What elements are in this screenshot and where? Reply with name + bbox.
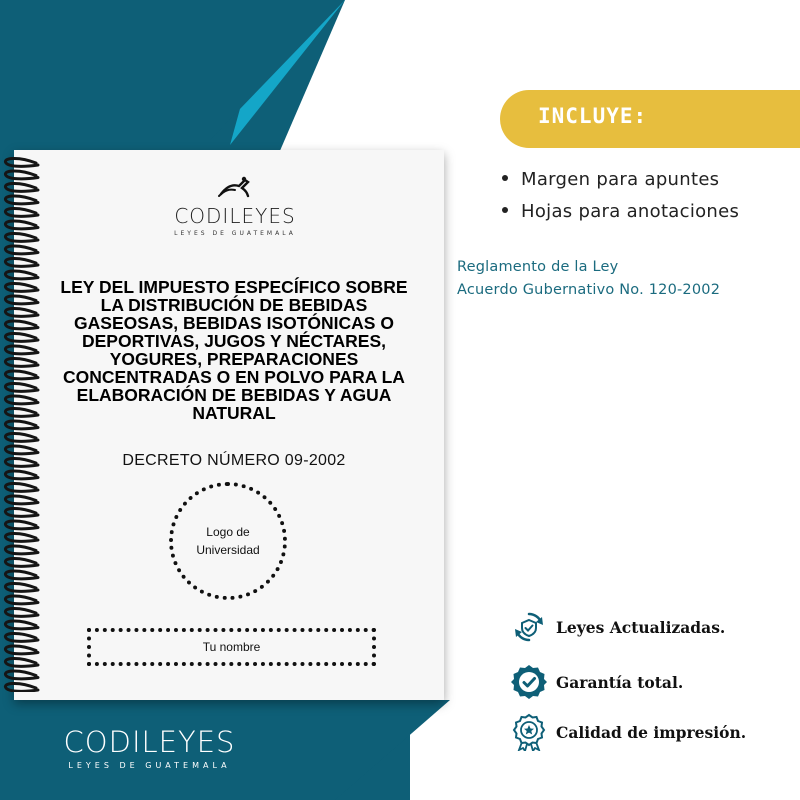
name-placeholder-box — [87, 628, 376, 666]
decree-number: DECRETO NÚMERO 09-2002 — [122, 452, 346, 469]
spiral-coil — [5, 571, 38, 579]
feature-updated-laws — [510, 608, 725, 646]
cover-brand-name: CODILEYES — [174, 204, 296, 228]
list-item: Hojas para anotaciones — [502, 198, 739, 230]
regulation-note — [457, 256, 720, 302]
spiral-coil — [5, 358, 38, 366]
name-placeholder-label: Tu nombre — [202, 640, 261, 654]
bullet-dot-icon — [502, 207, 508, 213]
spiral-coil — [5, 383, 38, 391]
spiral-coil — [5, 458, 38, 466]
award-ribbon-icon — [510, 713, 548, 751]
spiral-coil — [5, 558, 38, 566]
feature-label: Calidad de impresión. — [556, 722, 747, 742]
spiral-coil — [5, 646, 38, 654]
spiral-coil — [5, 683, 38, 691]
spiral-coil — [5, 421, 38, 429]
feature-label: Garantía total. — [556, 672, 684, 692]
check-badge-icon — [510, 663, 548, 701]
footer-brand — [62, 727, 237, 770]
jumping-figure-logo-icon — [215, 176, 255, 198]
spiral-coil — [5, 583, 38, 591]
includes-list — [502, 166, 739, 230]
spiral-coil — [5, 408, 38, 416]
bullet-dot-icon — [502, 175, 508, 181]
spiral-coil — [5, 508, 38, 516]
spiral-coil — [5, 208, 38, 216]
refresh-shield-icon — [510, 608, 548, 646]
spiral-coil — [5, 396, 38, 404]
spiral-coil — [5, 633, 38, 641]
spiral-coil — [5, 183, 38, 191]
spiral-coil — [5, 608, 38, 616]
spiral-coil — [5, 671, 38, 679]
law-title: LEY DEL IMPUESTO ESPECÍFICO SOBRE LA DISTRIBUCIÓN DE BEBIDAS GASEOSAS, BEBIDAS ISOTÓNICAS O DEPORTIVAS, JUGOS Y NÉCTARES, YOGURES, PREPARACIONES CONCENTRADAS O EN POLVO PARA LA ELABORACIÓN DE BEBIDAS Y AGUA NATURAL — [60, 277, 408, 423]
spiral-coil — [5, 371, 38, 379]
spiral-coil — [5, 283, 38, 291]
list-item: Margen para apuntes — [502, 166, 739, 198]
spiral-coil — [5, 483, 38, 491]
spiral-coil — [5, 658, 38, 666]
cover-brand-tagline: LEYES DE GUATEMALA — [174, 230, 296, 237]
footer-brand-tagline: LEYES DE GUATEMALA — [68, 761, 231, 770]
spiral-coil — [5, 321, 38, 329]
spiral-coil — [5, 346, 38, 354]
spiral-binding — [0, 152, 44, 692]
spiral-coil — [5, 308, 38, 316]
spiral-coil — [5, 496, 38, 504]
regulation-line-1: Reglamento de la Ley — [457, 259, 619, 275]
cover-brand — [150, 176, 320, 237]
footer-brand-name: CODILEYES — [63, 725, 236, 759]
includes-label: INCLUYE: — [538, 104, 648, 128]
spiral-coil — [5, 471, 38, 479]
feature-label: Leyes Actualizadas. — [556, 617, 726, 637]
spiral-coil — [5, 246, 38, 254]
includes-badge — [500, 90, 800, 148]
spiral-coil — [5, 446, 38, 454]
spiral-coil — [5, 233, 38, 241]
spiral-coil — [5, 621, 38, 629]
spiral-coil — [5, 533, 38, 541]
spiral-coil — [5, 271, 38, 279]
spiral-coil — [5, 158, 38, 166]
spiral-coil — [5, 296, 38, 304]
spiral-coil — [5, 221, 38, 229]
spiral-coil — [5, 596, 38, 604]
logo-placeholder-label: Logo de Universidad — [196, 525, 260, 557]
spiral-coil — [5, 433, 38, 441]
feature-print-quality — [510, 713, 746, 751]
spiral-coil — [5, 333, 38, 341]
university-logo-placeholder — [169, 482, 287, 600]
spiral-coil — [5, 171, 38, 179]
feature-guarantee — [510, 663, 683, 701]
spiral-coil — [5, 258, 38, 266]
spiral-coil — [5, 546, 38, 554]
regulation-line-2: Acuerdo Gubernativo No. 120-2002 — [457, 282, 721, 298]
spiral-coil — [5, 196, 38, 204]
spiral-coil — [5, 521, 38, 529]
